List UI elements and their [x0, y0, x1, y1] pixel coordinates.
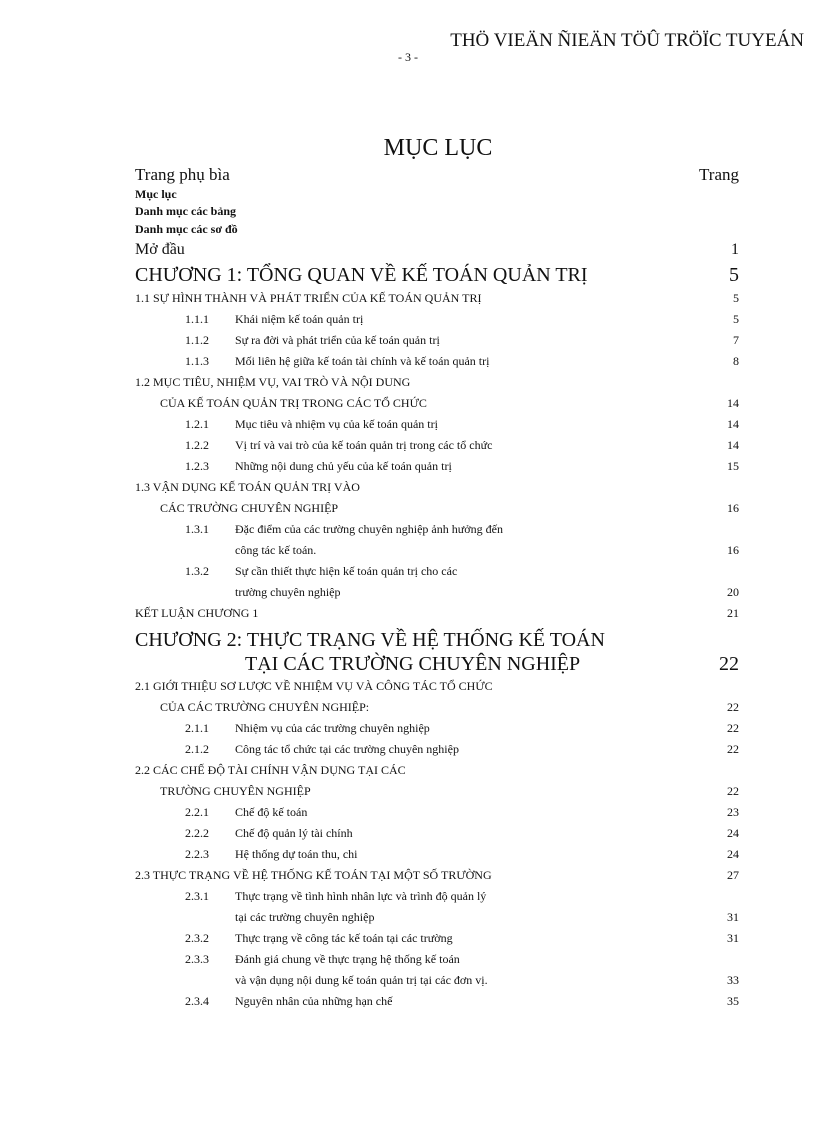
toc-num: 2.3.4: [185, 993, 209, 1008]
section-row-cont: [135, 498, 739, 519]
subsection-row: [135, 435, 739, 456]
toc-row: [135, 203, 739, 220]
toc-num: 2.2.1: [185, 804, 209, 819]
toc-page: 27: [727, 867, 739, 882]
toc-num: 1.2.1: [185, 416, 209, 431]
toc-text: Chế độ kế toán: [235, 804, 308, 819]
section-row: [135, 865, 739, 886]
table-of-contents: [135, 164, 739, 1012]
subsection-row: [135, 823, 739, 844]
subsection-row: [135, 456, 739, 477]
toc-text: CHƯƠNG 2: THỰC TRẠNG VỀ HỆ THỐNG KẾ TOÁN: [135, 628, 605, 651]
subsection-row: [135, 928, 739, 949]
toc-page: Trang: [699, 165, 739, 184]
toc-num: 2.2.2: [185, 825, 209, 840]
toc-num: 2.2.3: [185, 846, 209, 861]
site-header: THÖ VIEÄN ÑIEÄN TÖÛ TRÖÏC TUYEÁN: [450, 30, 804, 51]
toc-text: CỦA CÁC TRƯỜNG CHUYÊN NGHIỆP:: [160, 699, 370, 714]
toc-page: 14: [727, 416, 739, 431]
subsection-row: [135, 802, 739, 823]
subsection-row: [135, 886, 739, 907]
subsection-row-cont: [135, 907, 739, 928]
toc-text: Đánh giá chung về thực trạng hệ thống kế toán: [235, 951, 460, 966]
toc-text: Sự ra đời và phát triển của kế toán quản trị: [235, 332, 440, 347]
toc-page: 21: [727, 605, 739, 620]
subsection-row: [135, 351, 739, 372]
toc-page: 33: [727, 972, 739, 987]
toc-text: Hệ thống dự toán thu, chi: [235, 846, 358, 861]
toc-text: CÁC TRƯỜNG CHUYÊN NGHIỆP: [160, 500, 339, 515]
toc-text: KẾT LUẬN CHƯƠNG 1: [135, 605, 259, 620]
section-row: [135, 477, 739, 498]
toc-text: 1.2 MỤC TIÊU, NHIỆM VỤ, VAI TRÒ VÀ NỘI DUNG: [135, 374, 411, 389]
section-row: [135, 760, 739, 781]
subsection-row: [135, 718, 739, 739]
toc-page: 22: [727, 741, 739, 756]
toc-text: Những nội dung chủ yếu của kế toán quản trị: [235, 458, 452, 473]
section-row: [135, 372, 739, 393]
toc-row: [135, 221, 739, 238]
toc-text: Trang phụ bìa: [135, 165, 230, 184]
toc-page: 14: [727, 395, 739, 410]
toc-num: 1.1.3: [185, 353, 209, 368]
toc-page: 15: [727, 458, 739, 473]
toc-text: Đặc điểm của các trường chuyên nghiệp ảnh hưởng đến: [235, 521, 503, 536]
toc-page: 24: [727, 825, 739, 840]
subsection-row-cont: [135, 540, 739, 561]
toc-text: Nhiệm vụ của các trường chuyên nghiệp: [235, 720, 430, 735]
subsection-row: [135, 561, 739, 582]
section-row-cont: [135, 393, 739, 414]
toc-text: Mối liên hệ giữa kế toán tài chính và kế toán quản trị: [235, 353, 490, 368]
toc-page: 1: [731, 240, 739, 258]
section-row-cont: [135, 697, 739, 718]
toc-text: Thực trạng về công tác kế toán tại các trường: [235, 930, 453, 945]
subsection-row: [135, 991, 739, 1012]
toc-text: Mục lục: [135, 187, 177, 201]
toc-page: 23: [727, 804, 739, 819]
toc-text: CỦA KẾ TOÁN QUẢN TRỊ TRONG CÁC TỔ CHỨC: [160, 395, 427, 410]
chapter-heading: [135, 628, 739, 652]
toc-text: Vị trí và vai trò của kế toán quản trị trong các tổ chức: [235, 437, 493, 452]
chapter-heading-cont: [135, 652, 739, 676]
toc-page: 31: [727, 909, 739, 924]
toc-num: 1.3.2: [185, 563, 209, 578]
toc-text: TẠI CÁC TRƯỜNG CHUYÊN NGHIỆP: [245, 652, 581, 675]
toc-num: 2.1.2: [185, 741, 209, 756]
toc-page: 22: [727, 720, 739, 735]
chapter-heading: [135, 262, 739, 288]
toc-num: 1.2.3: [185, 458, 209, 473]
toc-page: 22: [727, 699, 739, 714]
toc-text: và vận dụng nội dung kế toán quản trị tại các đơn vị.: [235, 972, 488, 987]
toc-text: Khái niệm kế toán quản trị: [235, 311, 364, 326]
subsection-row: [135, 330, 739, 351]
toc-num: 2.3.3: [185, 951, 209, 966]
toc-row: [135, 164, 739, 186]
section-row: [135, 676, 739, 697]
toc-page: 16: [727, 500, 739, 515]
toc-page: 7: [733, 332, 739, 347]
toc-text: Nguyên nhân của những hạn chế: [235, 993, 393, 1008]
toc-page: 22: [719, 652, 739, 675]
toc-page: 5: [729, 263, 739, 286]
toc-text: 2.3 THỰC TRẠNG VỀ HỆ THỐNG KẾ TOÁN TẠI MỘT SỐ TRƯỜNG: [135, 867, 492, 882]
toc-num: 2.1.1: [185, 720, 209, 735]
toc-text: Danh mục các sơ đồ: [135, 221, 238, 236]
subsection-row: [135, 414, 739, 435]
toc-row: [135, 186, 739, 203]
toc-row: [135, 238, 739, 262]
toc-text: Thực trạng về tình hình nhân lực và trình độ quản lý: [235, 888, 487, 903]
toc-num: 1.1.2: [185, 332, 209, 347]
toc-text: CHƯƠNG 1: TỔNG QUAN VỀ KẾ TOÁN QUẢN TRỊ: [135, 263, 588, 286]
toc-text: Chế độ quản lý tài chính: [235, 825, 353, 840]
toc-text: Danh mục các bảng: [135, 204, 237, 219]
toc-page: 35: [727, 993, 739, 1008]
toc-text: trường chuyên nghiệp: [235, 584, 341, 599]
toc-text: Sự cần thiết thực hiện kế toán quản trị cho các: [235, 563, 458, 578]
subsection-row: [135, 309, 739, 330]
subsection-row: [135, 519, 739, 540]
toc-page: 16: [727, 542, 739, 557]
toc-text: Mục tiêu và nhiệm vụ của kế toán quản trị: [235, 416, 438, 431]
toc-num: 1.2.2: [185, 437, 209, 452]
toc-page: 5: [733, 290, 739, 305]
toc-text: 2.2 CÁC CHẾ ĐỘ TÀI CHÍNH VẬN DỤNG TẠI CÁC: [135, 762, 406, 777]
toc-page: 31: [727, 930, 739, 945]
subsection-row-cont: [135, 582, 739, 603]
toc-text: 1.3 VẬN DỤNG KẾ TOÁN QUẢN TRỊ VÀO: [135, 479, 360, 494]
subsection-row-cont: [135, 970, 739, 991]
toc-num: 2.3.2: [185, 930, 209, 945]
toc-text: Mở đầu: [135, 240, 185, 258]
toc-text: Công tác tổ chức tại các trường chuyên nghiệp: [235, 741, 459, 756]
toc-page: 14: [727, 437, 739, 452]
toc-num: 2.3.1: [185, 888, 209, 903]
toc-num: 1.3.1: [185, 521, 209, 536]
toc-num: 1.1.1: [185, 311, 209, 326]
toc-page: 22: [727, 783, 739, 798]
subsection-row: [135, 844, 739, 865]
subsection-row: [135, 949, 739, 970]
toc-text: 1.1 SỰ HÌNH THÀNH VÀ PHÁT TRIỂN CỦA KẾ TOÁN QUẢN TRỊ: [135, 290, 482, 305]
section-row: [135, 603, 739, 624]
toc-page: 20: [727, 584, 739, 599]
section-row: [135, 288, 739, 309]
page-number: - 3 -: [398, 50, 418, 64]
subsection-row: [135, 739, 739, 760]
toc-text: 2.1 GIỚI THIỆU SƠ LƯỢC VỀ NHIỆM VỤ VÀ CÔNG TÁC TỔ CHỨC: [135, 678, 493, 693]
toc-text: công tác kế toán.: [235, 542, 317, 557]
toc-text: tại các trường chuyên nghiệp: [235, 909, 375, 924]
toc-page: 8: [733, 353, 739, 368]
page-title: MỤC LỤC: [383, 135, 493, 161]
toc-page: 24: [727, 846, 739, 861]
section-row-cont: [135, 781, 739, 802]
toc-text: TRƯỜNG CHUYÊN NGHIỆP: [160, 783, 311, 798]
toc-page: 5: [733, 311, 739, 326]
